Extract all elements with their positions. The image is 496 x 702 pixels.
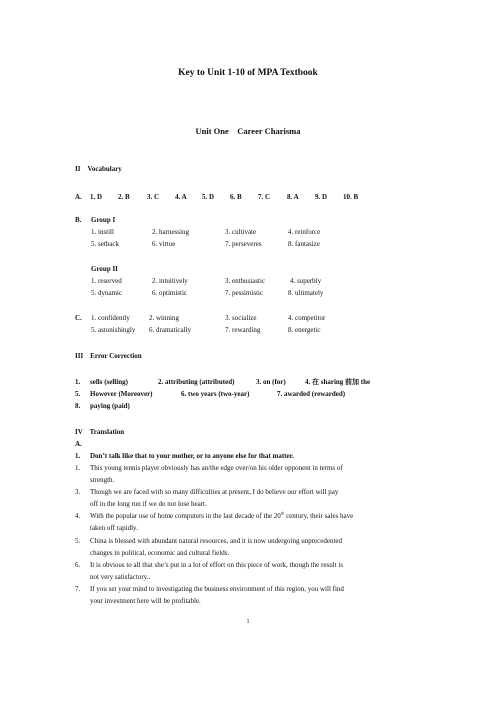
- item-number: 6.: [75, 561, 81, 569]
- c-row: [91, 326, 391, 335]
- translation-text: changes in political, economic and cultural fields.: [90, 549, 230, 557]
- translation-text: off in the long run if we do not lose heart.: [90, 500, 207, 508]
- item-number: 8.: [75, 402, 81, 410]
- answer: 9. D: [315, 193, 328, 201]
- answer: 4. reinforce: [288, 228, 321, 236]
- answer: 5. D: [202, 193, 215, 201]
- translation-text-part: With the popular use of home computers in the last decade of the 20: [90, 512, 281, 520]
- correction: 4. 在 sharing 前加 the: [305, 378, 371, 386]
- error-line: [75, 378, 435, 387]
- translation-text: Though we are faced with so many difficulties at present, I do believe our effort will pay: [90, 488, 339, 496]
- answer: 6. virtue: [152, 240, 176, 248]
- group1-label: Group I: [91, 216, 116, 224]
- translation-text: It is obvious to all that she’s put in a lot of effort on this piece of work, though the result is: [90, 561, 344, 569]
- answer: 4. superbly: [290, 277, 322, 285]
- answer: 6. optimistic: [152, 289, 187, 297]
- translation-text: strength.: [90, 476, 115, 484]
- translation-text: taken off rapidly.: [90, 524, 138, 532]
- group2-label: Group II: [91, 265, 118, 273]
- answer: 4. competitor: [288, 314, 326, 322]
- answer: 2. winning: [149, 314, 179, 322]
- answer: 8. fantasize: [288, 240, 320, 248]
- error-correction-heading: III Error Correction: [75, 352, 142, 360]
- document-title: Key to Unit 1-10 of MPA Textbook: [178, 68, 318, 78]
- group1-row: [91, 240, 391, 249]
- item-number: 4.: [75, 512, 81, 520]
- correction: 6. two years (two-year): [181, 390, 250, 398]
- answer: 5. setback: [91, 240, 119, 248]
- answer: 7. pessimistic: [225, 289, 264, 297]
- item-number: 5.: [75, 537, 81, 545]
- page-number: 1: [246, 619, 250, 625]
- translation-item: [75, 464, 475, 473]
- item-number: 1.: [75, 464, 81, 472]
- correction: However (Moreover): [90, 390, 153, 398]
- item-number: 5.: [75, 390, 81, 398]
- answer: 4. A: [175, 193, 187, 201]
- translation-item: [75, 585, 475, 594]
- translation-item: [75, 512, 485, 521]
- answer: 8. A: [287, 193, 299, 201]
- answer: 3. enthusiastic: [225, 277, 266, 285]
- group1-row: [91, 228, 391, 237]
- translation-item: [75, 488, 475, 497]
- translation-text-part: century, their sales have: [284, 512, 354, 520]
- answer: 8. ultimately: [288, 289, 324, 297]
- vocab-a-row: [75, 193, 475, 202]
- answer: 5. dynamic: [91, 289, 123, 297]
- translation-text: This young tennis player obviously has an/the edge over/on his older opponent in terms of: [90, 464, 343, 472]
- vocab-c-label: C.: [75, 314, 82, 322]
- answer: 5. astonishingly: [91, 326, 136, 334]
- answer: 3. socialize: [225, 314, 257, 322]
- translation-heading: IV Translation: [75, 428, 125, 436]
- translation-item: [75, 452, 475, 461]
- answer: 6. dramatically: [149, 326, 191, 334]
- answer: 7. C: [258, 193, 271, 201]
- unit-title: Unit One Career Charisma: [195, 126, 301, 136]
- error-line: [75, 402, 435, 411]
- answer: 7. perseveres: [225, 240, 262, 248]
- translation-text: your investment here will be profitable.: [90, 597, 201, 605]
- answer: 1. D: [90, 193, 103, 201]
- answer: 8. energetic: [288, 326, 321, 334]
- superscript: th: [280, 510, 285, 516]
- answer: 10. B: [343, 193, 359, 201]
- item-number: 1.: [75, 452, 81, 460]
- c-row: [91, 314, 391, 323]
- error-line: [75, 390, 435, 399]
- answer: 2. B: [118, 193, 130, 201]
- item-number: 1.: [75, 378, 81, 386]
- translation-text: Don’t talk like that to your mother, or to anyone else for that matter.: [90, 452, 294, 460]
- translation-text: not very satisfactory..: [90, 573, 151, 581]
- translation-sub-label: A.: [75, 440, 82, 448]
- correction: sells (selling): [90, 378, 128, 386]
- vocabulary-heading: II Vocabulary: [75, 165, 122, 173]
- group2-row: [91, 277, 391, 286]
- item-number: 3.: [75, 488, 81, 496]
- item-number: 7.: [75, 585, 81, 593]
- translation-text: [90, 512, 353, 521]
- answer: 2. harnessing: [152, 228, 189, 236]
- correction: 2. attributing (attributed): [158, 378, 235, 386]
- correction: 3. on (for): [256, 378, 286, 386]
- answer: 6. B: [230, 193, 242, 201]
- answer: 1. confidently: [91, 314, 130, 322]
- vocab-a-label: A.: [75, 193, 82, 201]
- group2-row: [91, 289, 391, 298]
- answer: 3. cultivate: [225, 228, 257, 236]
- answer: 1. instill: [91, 228, 114, 236]
- correction: 7. awarded (rewarded): [277, 390, 346, 398]
- vocab-b-label: B.: [75, 216, 82, 224]
- answer: 7. rewarding: [225, 326, 261, 334]
- correction: paying (paid): [90, 402, 130, 410]
- translation-item: [75, 561, 475, 570]
- translation-text: China is blessed with abundant natural resources, and it is now undergoing unprecedented: [90, 537, 343, 545]
- answer: 1. reserved: [91, 277, 122, 285]
- translation-text: If you set your mind to investigating the business environment of this region, you will find: [90, 585, 344, 593]
- translation-item: [75, 537, 475, 546]
- answer: 3. C: [147, 193, 160, 201]
- answer: 2. intuitively: [152, 277, 188, 285]
